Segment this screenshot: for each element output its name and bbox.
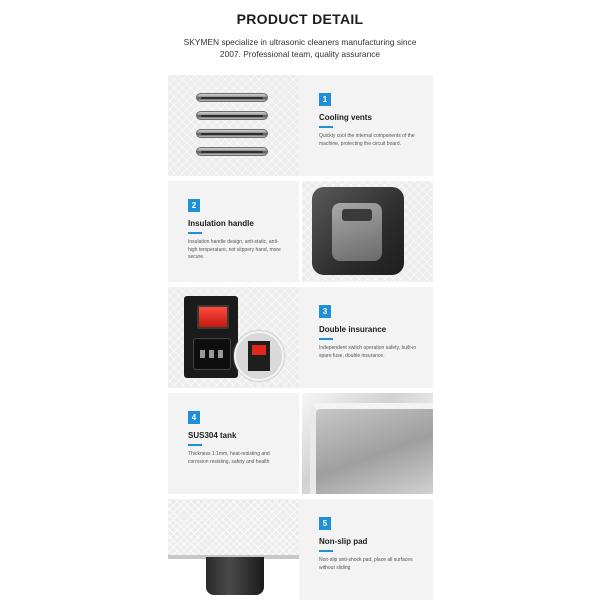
feature-description: Non-slip anti-shock pad, place all surfaces without sliding xyxy=(319,557,413,571)
feature-title: Double insurance xyxy=(319,325,387,334)
feature-row-sus304-tank xyxy=(168,393,433,494)
machine-base xyxy=(168,499,299,557)
feature-text xyxy=(299,287,433,388)
rubber-foot-image xyxy=(168,499,299,600)
vent-slot xyxy=(196,111,268,120)
feature-number-badge: 5 xyxy=(319,517,331,530)
vent-slot xyxy=(196,129,268,138)
vent-slot xyxy=(196,147,268,156)
inset-rocker xyxy=(252,345,266,355)
subtitle-line-2: 2007. Professional team, quality assurance xyxy=(219,48,381,59)
feature-number-badge: 1 xyxy=(319,93,331,106)
accent-line xyxy=(188,232,202,234)
power-switch-image xyxy=(168,287,299,388)
feature-row-non-slip-pad xyxy=(168,499,433,600)
accent-line xyxy=(319,550,333,552)
rocker-switch xyxy=(197,305,229,329)
switch-panel xyxy=(184,296,238,378)
accent-line xyxy=(188,444,202,446)
feature-title: SUS304 tank xyxy=(188,431,237,440)
feature-row-insulation-handle xyxy=(168,181,433,282)
feature-row-double-insurance xyxy=(168,287,433,388)
page-title: PRODUCT DETAIL xyxy=(236,11,364,27)
feature-title: Cooling vents xyxy=(319,113,372,122)
feature-text xyxy=(168,393,299,494)
power-socket xyxy=(193,338,231,370)
feature-description: Quickly cool the internal components of the machine, protecting the circuit board. xyxy=(319,133,415,147)
inset-switch-body xyxy=(248,341,270,371)
feature-description: Independent switch operation safety, built-in spare fuse, double insurance. xyxy=(319,345,417,359)
feature-number-badge: 4 xyxy=(188,411,200,424)
feature-number-badge: 3 xyxy=(319,305,331,318)
accent-line xyxy=(319,338,333,340)
tank-inner-wall xyxy=(310,403,433,494)
feature-title: Non-slip pad xyxy=(319,537,368,546)
feature-text xyxy=(299,499,433,600)
feature-description: Insulation handle design, anti-static, anti-high temperature, not slippery hand, more secure. xyxy=(188,239,281,260)
handle-slot xyxy=(342,209,372,221)
insulation-handle-image xyxy=(302,181,433,282)
switch-closeup-inset xyxy=(234,331,284,381)
handle-body xyxy=(312,187,404,275)
page-header xyxy=(0,0,600,70)
subtitle-line-1: SKYMEN specialize in ultrasonic cleaners manufacturing since xyxy=(183,37,417,47)
feature-title: Insulation handle xyxy=(188,219,254,228)
accent-line xyxy=(319,126,333,128)
steel-tank-image xyxy=(302,393,433,494)
feature-description: Thickness 1.1mm, heat-resisting and corrosion resisting, safety and health xyxy=(188,451,270,465)
feature-text xyxy=(168,181,299,282)
vent-slot xyxy=(196,93,268,102)
feature-number-badge: 2 xyxy=(188,199,200,212)
feature-text xyxy=(299,75,433,176)
rubber-foot xyxy=(206,557,264,595)
cooling-vents-image xyxy=(168,75,299,176)
tank-surface xyxy=(302,393,433,494)
page-subtitle xyxy=(160,37,440,60)
feature-row-cooling-vents xyxy=(168,75,433,176)
